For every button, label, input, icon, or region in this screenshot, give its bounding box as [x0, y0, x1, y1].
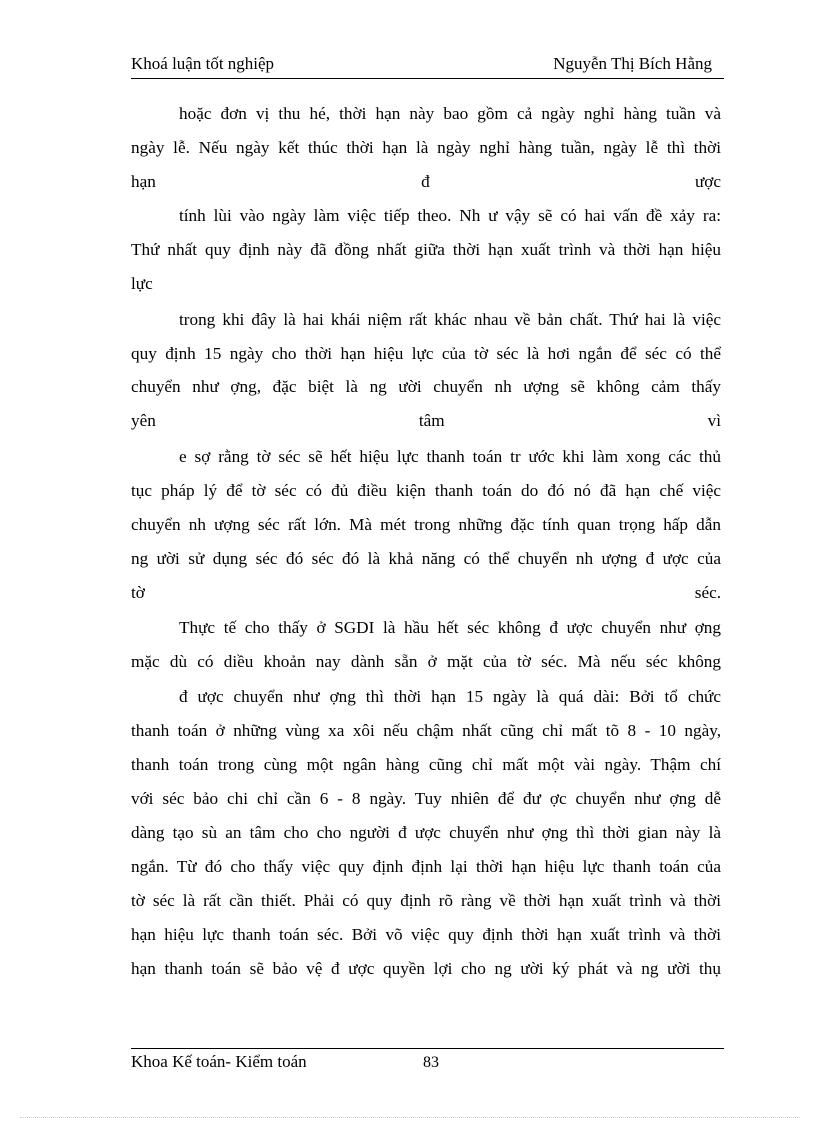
text-line: hoặc đơn vị thu hé, thời hạn này bao gồm cả ngày nghỉ hàng tuần và — [179, 104, 721, 123]
page-edge-divider — [20, 1117, 800, 1118]
text-line: với séc bảo chi chỉ cần 6 - 8 ngày. Tuy nhiên để đư ợc chuyển như ợng dễ — [131, 789, 721, 808]
text-line: yên tâm vì — [131, 411, 721, 430]
text-line: lực — [131, 274, 153, 293]
text-line: dàng tạo sù an tâm cho cho người đ ược chuyển như ợng thì thời gian này là — [131, 823, 721, 842]
page-number: 83 — [423, 1054, 439, 1071]
text-line: tục pháp lý để tờ séc có đủ điều kiện thanh toán do đó nó đã hạn chế việc — [131, 481, 721, 500]
text-line: thanh toán ở những vùng xa xôi nếu chậm nhất cũng chỉ mất tõ 8 - 10 ngày, — [131, 721, 721, 740]
text-line: tính lùi vào ngày làm việc tiếp theo. Nh ư vậy sẽ có hai vấn đề xảy ra: — [179, 206, 721, 225]
text-line: ng ười sử dụng séc đó séc đó là khả năng có thể chuyển nh ượng đ ược của — [131, 549, 721, 568]
text-line: chuyển như ợng, đặc biệt là ng ười chuyển nh ượng sẽ không cảm thấy — [131, 377, 721, 396]
text-line: thanh toán trong cùng một ngân hàng cũng chỉ mất một vài ngày. Thậm chí — [131, 755, 721, 774]
header-title: Khoá luận tốt nghiệp — [131, 54, 275, 73]
page-footer — [131, 1048, 724, 1071]
text-line: đ ược chuyển như ợng thì thời hạn 15 ngày là quá dài: Bởi tổ chức — [179, 687, 721, 706]
text-line: ngắn. Từ đó cho thấy việc quy định định lại thời hạn hiệu lực thanh toán của — [131, 857, 721, 876]
text-line: quy định 15 ngày cho thời hạn hiệu lực của tờ séc là hơi ngắn để séc có thể — [131, 344, 721, 363]
text-line: mặc dù có diều khoản nay dành sẵn ở mặt của tờ séc. Mà nếu séc không — [131, 652, 721, 671]
page-header — [131, 52, 724, 79]
text-line: trong khi đây là hai khái niệm rất khác nhau về bản chất. Thứ hai là việc — [179, 310, 721, 329]
text-line: Thứ nhất quy định này đã đồng nhất giữa thời hạn xuất trình và thời hạn hiệu — [131, 240, 721, 259]
text-line: hạn thanh toán sẽ bảo vệ đ ược quyền lợi cho ng ười ký phát và ng ười thụ — [131, 959, 721, 978]
text-line: ngày lễ. Nếu ngày kết thúc thời hạn là ngày nghỉ hàng tuần, ngày lễ thì thời — [131, 138, 721, 157]
text-line: tờ séc là rất cần thiết. Phải có quy định rõ ràng về thời hạn xuất trình và thời — [131, 891, 721, 910]
text-line: e sợ rằng tờ séc sẽ hết hiệu lực thanh toán tr ước khi làm xong các thủ — [179, 447, 721, 466]
text-line: hạn hiệu lực thanh toán séc. Bởi võ việc quy định thời hạn xuất trình và thời — [131, 925, 721, 944]
text-line: chuyển nh ượng séc rất lớn. Mà mét trong những đặc tính quan trọng hấp dẫn — [131, 515, 721, 534]
text-line: Thực tế cho thấy ở SGDI là hầu hết séc không đ ược chuyển như ợng — [179, 618, 721, 637]
text-line: hạn đ ược — [131, 172, 721, 191]
footer-department: Khoa Kế toán- Kiểm toán — [131, 1052, 307, 1071]
text-line: tờ séc. — [131, 583, 721, 602]
header-author: Nguyễn Thị Bích Hằng — [553, 54, 712, 73]
